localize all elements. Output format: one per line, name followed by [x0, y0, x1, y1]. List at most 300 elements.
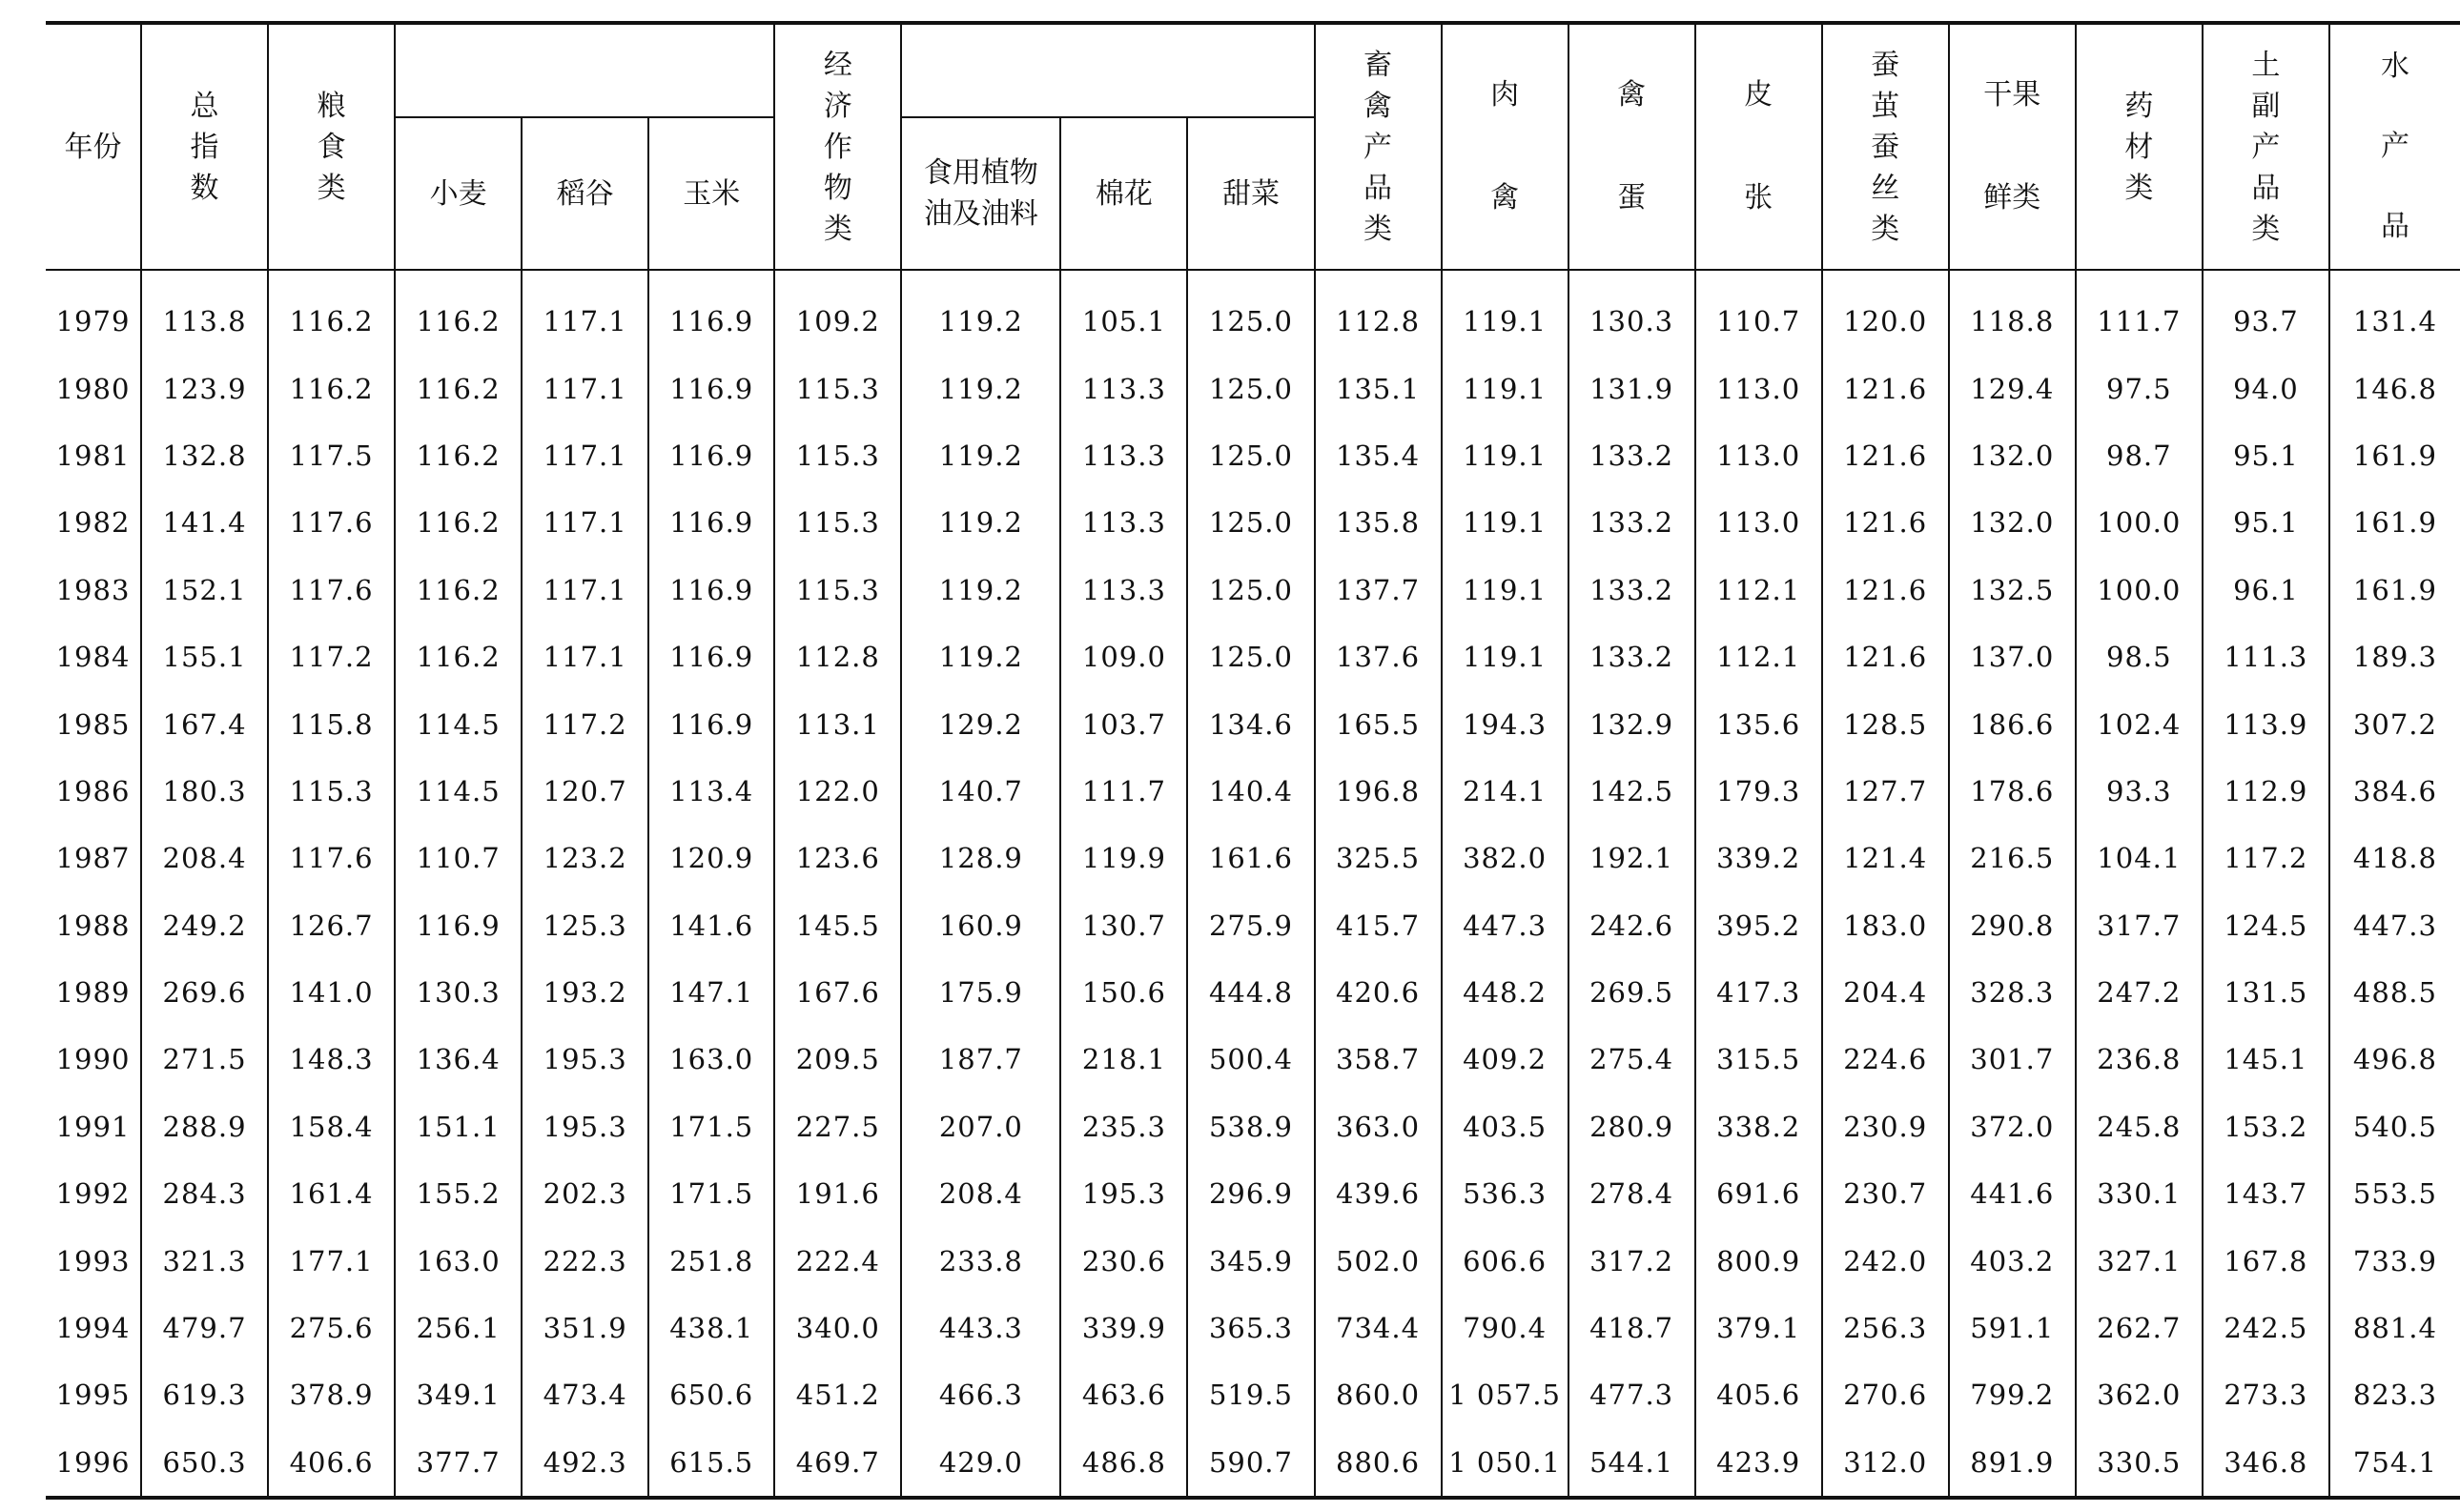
cell-corn: 615.5 [648, 1429, 774, 1498]
cell-fruits: 591.1 [1949, 1295, 2076, 1361]
header-edible-oil [901, 117, 1060, 270]
cell-sugar-beet: 125.0 [1187, 557, 1314, 623]
cell-year: 1980 [46, 355, 141, 421]
cell-meat: 536.3 [1442, 1160, 1568, 1227]
cell-livestock: 502.0 [1315, 1227, 1442, 1294]
header-total-index-label: 总指数 [190, 89, 219, 205]
cell-grain: 148.3 [268, 1026, 395, 1093]
cell-local-products: 124.5 [2203, 892, 2329, 959]
cell-livestock: 420.6 [1315, 959, 1442, 1026]
cell-local-products: 117.2 [2203, 825, 2329, 891]
cell-grain: 117.2 [268, 623, 395, 690]
cell-rice: 351.9 [522, 1295, 648, 1361]
cell-rice: 117.1 [522, 422, 648, 489]
cell-cotton: 235.3 [1060, 1093, 1187, 1160]
cell-economic-crops: 209.5 [774, 1026, 901, 1093]
cell-sugar-beet: 275.9 [1187, 892, 1314, 959]
table-row [46, 1227, 2460, 1294]
table-row [46, 489, 2460, 556]
cell-wheat: 155.2 [395, 1160, 522, 1227]
cell-aquatic: 161.9 [2329, 489, 2460, 556]
header-silk-label: 蚕茧蚕丝类 [1871, 48, 1900, 246]
table-row [46, 1093, 2460, 1160]
cell-grain: 117.5 [268, 422, 395, 489]
cell-livestock: 135.4 [1315, 422, 1442, 489]
cell-fruits: 403.2 [1949, 1227, 2076, 1294]
header-livestock-label: 畜禽产品类 [1363, 48, 1393, 246]
table-row [46, 1361, 2460, 1428]
header-aquatic-label: 水产品 [2380, 50, 2409, 243]
cell-silk: 121.6 [1822, 355, 1949, 421]
table-row [46, 557, 2460, 623]
cell-economic-crops: 191.6 [774, 1160, 901, 1227]
cell-rice: 117.1 [522, 489, 648, 556]
table-row [46, 1429, 2460, 1498]
cell-medicine: 330.5 [2076, 1429, 2203, 1498]
cell-total-index: 180.3 [141, 758, 268, 825]
cell-economic-crops: 112.8 [774, 623, 901, 690]
cell-eggs: 280.9 [1568, 1093, 1695, 1160]
cell-rice: 123.2 [522, 825, 648, 891]
cell-economic-crops: 122.0 [774, 758, 901, 825]
cell-year: 1992 [46, 1160, 141, 1227]
cell-aquatic: 161.9 [2329, 557, 2460, 623]
cell-livestock: 439.6 [1315, 1160, 1442, 1227]
header-year [46, 23, 141, 270]
cell-medicine: 330.1 [2076, 1160, 2203, 1227]
header-fruits [1949, 23, 2076, 270]
cell-wheat: 116.2 [395, 489, 522, 556]
cell-sugar-beet: 125.0 [1187, 489, 1314, 556]
cell-grain: 406.6 [268, 1429, 395, 1498]
cell-sugar-beet: 134.6 [1187, 690, 1314, 757]
header-medicine [2076, 23, 2203, 270]
cell-total-index: 167.4 [141, 690, 268, 757]
cell-grain: 141.0 [268, 959, 395, 1026]
cell-livestock: 196.8 [1315, 758, 1442, 825]
table-row [46, 758, 2460, 825]
header-medicine-label: 药材类 [2124, 89, 2154, 205]
cell-meat: 119.1 [1442, 489, 1568, 556]
cell-livestock: 165.5 [1315, 690, 1442, 757]
header-grain-group-spacer [395, 23, 774, 117]
cell-hides: 423.9 [1695, 1429, 1822, 1498]
cell-eggs: 132.9 [1568, 690, 1695, 757]
cell-corn: 116.9 [648, 690, 774, 757]
cell-medicine: 327.1 [2076, 1227, 2203, 1294]
cell-sugar-beet: 365.3 [1187, 1295, 1314, 1361]
cell-fruits: 132.5 [1949, 557, 2076, 623]
cell-year: 1994 [46, 1295, 141, 1361]
cell-cotton: 113.3 [1060, 355, 1187, 421]
header-economic-group-spacer [901, 23, 1314, 117]
cell-fruits: 301.7 [1949, 1026, 2076, 1093]
cell-edible-oil: 466.3 [901, 1361, 1060, 1428]
table-row [46, 270, 2460, 355]
cell-grain: 117.6 [268, 825, 395, 891]
cell-aquatic: 754.1 [2329, 1429, 2460, 1498]
cell-silk: 204.4 [1822, 959, 1949, 1026]
cell-hides: 135.6 [1695, 690, 1822, 757]
cell-eggs: 544.1 [1568, 1429, 1695, 1498]
cell-edible-oil: 119.2 [901, 489, 1060, 556]
cell-rice: 117.1 [522, 623, 648, 690]
cell-silk: 121.6 [1822, 422, 1949, 489]
header-total-index [141, 23, 268, 270]
cell-local-products: 153.2 [2203, 1093, 2329, 1160]
cell-total-index: 113.8 [141, 270, 268, 355]
header-wheat [395, 117, 522, 270]
cell-livestock: 363.0 [1315, 1093, 1442, 1160]
cell-edible-oil: 119.2 [901, 623, 1060, 690]
cell-eggs: 278.4 [1568, 1160, 1695, 1227]
cell-aquatic: 496.8 [2329, 1026, 2460, 1093]
cell-year: 1985 [46, 690, 141, 757]
cell-aquatic: 447.3 [2329, 892, 2460, 959]
cell-sugar-beet: 500.4 [1187, 1026, 1314, 1093]
cell-local-products: 95.1 [2203, 422, 2329, 489]
cell-year: 1989 [46, 959, 141, 1026]
table-row [46, 825, 2460, 891]
cell-local-products: 167.8 [2203, 1227, 2329, 1294]
cell-edible-oil: 208.4 [901, 1160, 1060, 1227]
header-row-top [46, 23, 2460, 117]
cell-fruits: 132.0 [1949, 422, 2076, 489]
cell-eggs: 133.2 [1568, 489, 1695, 556]
cell-livestock: 880.6 [1315, 1429, 1442, 1498]
cell-meat: 448.2 [1442, 959, 1568, 1026]
cell-local-products: 131.5 [2203, 959, 2329, 1026]
cell-rice: 202.3 [522, 1160, 648, 1227]
cell-fruits: 216.5 [1949, 825, 2076, 891]
cell-rice: 473.4 [522, 1361, 648, 1428]
cell-year: 1988 [46, 892, 141, 959]
cell-year: 1984 [46, 623, 141, 690]
header-hides-label: 皮张 [1744, 78, 1773, 215]
cell-eggs: 133.2 [1568, 623, 1695, 690]
cell-grain: 378.9 [268, 1361, 395, 1428]
cell-total-index: 479.7 [141, 1295, 268, 1361]
header-sugar-beet-label: 甜菜 [1221, 176, 1280, 211]
cell-edible-oil: 129.2 [901, 690, 1060, 757]
cell-local-products: 96.1 [2203, 557, 2329, 623]
cell-local-products: 346.8 [2203, 1429, 2329, 1498]
header-corn [648, 117, 774, 270]
cell-rice: 125.3 [522, 892, 648, 959]
cell-medicine: 100.0 [2076, 557, 2203, 623]
cell-local-products: 143.7 [2203, 1160, 2329, 1227]
cell-grain: 126.7 [268, 892, 395, 959]
cell-aquatic: 553.5 [2329, 1160, 2460, 1227]
cell-year: 1996 [46, 1429, 141, 1498]
cell-cotton: 463.6 [1060, 1361, 1187, 1428]
cell-year: 1981 [46, 422, 141, 489]
cell-sugar-beet: 125.0 [1187, 270, 1314, 355]
cell-edible-oil: 119.2 [901, 355, 1060, 421]
cell-sugar-beet: 161.6 [1187, 825, 1314, 891]
cell-silk: 121.4 [1822, 825, 1949, 891]
cell-edible-oil: 119.2 [901, 422, 1060, 489]
cell-edible-oil: 175.9 [901, 959, 1060, 1026]
cell-eggs: 133.2 [1568, 557, 1695, 623]
cell-medicine: 98.7 [2076, 422, 2203, 489]
cell-wheat: 163.0 [395, 1227, 522, 1294]
cell-aquatic: 488.5 [2329, 959, 2460, 1026]
cell-medicine: 93.3 [2076, 758, 2203, 825]
cell-wheat: 116.2 [395, 557, 522, 623]
cell-wheat: 116.2 [395, 623, 522, 690]
cell-corn: 116.9 [648, 270, 774, 355]
cell-aquatic: 823.3 [2329, 1361, 2460, 1428]
cell-fruits: 372.0 [1949, 1093, 2076, 1160]
cell-rice: 195.3 [522, 1093, 648, 1160]
header-corn-label: 玉米 [683, 176, 741, 211]
cell-cotton: 109.0 [1060, 623, 1187, 690]
cell-hides: 112.1 [1695, 623, 1822, 690]
cell-medicine: 98.5 [2076, 623, 2203, 690]
cell-silk: 120.0 [1822, 270, 1949, 355]
cell-cotton: 113.3 [1060, 557, 1187, 623]
cell-fruits: 129.4 [1949, 355, 2076, 421]
cell-sugar-beet: 125.0 [1187, 355, 1314, 421]
cell-wheat: 116.2 [395, 422, 522, 489]
cell-hides: 338.2 [1695, 1093, 1822, 1160]
cell-meat: 1 050.1 [1442, 1429, 1568, 1498]
cell-hides: 395.2 [1695, 892, 1822, 959]
cell-rice: 117.1 [522, 355, 648, 421]
cell-economic-crops: 109.2 [774, 270, 901, 355]
table-row [46, 1295, 2460, 1361]
cell-edible-oil: 119.2 [901, 557, 1060, 623]
cell-corn: 163.0 [648, 1026, 774, 1093]
price-index-table [46, 21, 2460, 1500]
cell-hides: 113.0 [1695, 489, 1822, 556]
header-meat [1442, 23, 1568, 270]
cell-corn: 171.5 [648, 1093, 774, 1160]
cell-edible-oil: 128.9 [901, 825, 1060, 891]
cell-local-products: 112.9 [2203, 758, 2329, 825]
cell-edible-oil: 187.7 [901, 1026, 1060, 1093]
cell-economic-crops: 145.5 [774, 892, 901, 959]
cell-fruits: 178.6 [1949, 758, 2076, 825]
cell-cotton: 486.8 [1060, 1429, 1187, 1498]
cell-livestock: 135.8 [1315, 489, 1442, 556]
cell-corn: 120.9 [648, 825, 774, 891]
cell-livestock: 137.7 [1315, 557, 1442, 623]
cell-local-products: 94.0 [2203, 355, 2329, 421]
cell-local-products: 111.3 [2203, 623, 2329, 690]
cell-livestock: 112.8 [1315, 270, 1442, 355]
cell-total-index: 249.2 [141, 892, 268, 959]
cell-medicine: 236.8 [2076, 1026, 2203, 1093]
cell-silk: 230.9 [1822, 1093, 1949, 1160]
cell-livestock: 358.7 [1315, 1026, 1442, 1093]
cell-meat: 119.1 [1442, 422, 1568, 489]
cell-economic-crops: 227.5 [774, 1093, 901, 1160]
cell-eggs: 192.1 [1568, 825, 1695, 891]
cell-fruits: 132.0 [1949, 489, 2076, 556]
cell-sugar-beet: 296.9 [1187, 1160, 1314, 1227]
cell-cotton: 195.3 [1060, 1160, 1187, 1227]
cell-meat: 119.1 [1442, 623, 1568, 690]
cell-cotton: 218.1 [1060, 1026, 1187, 1093]
cell-sugar-beet: 444.8 [1187, 959, 1314, 1026]
cell-aquatic: 384.6 [2329, 758, 2460, 825]
cell-wheat: 136.4 [395, 1026, 522, 1093]
cell-local-products: 242.5 [2203, 1295, 2329, 1361]
cell-wheat: 116.9 [395, 892, 522, 959]
cell-year: 1982 [46, 489, 141, 556]
cell-livestock: 137.6 [1315, 623, 1442, 690]
cell-medicine: 102.4 [2076, 690, 2203, 757]
cell-corn: 116.9 [648, 623, 774, 690]
cell-silk: 230.7 [1822, 1160, 1949, 1227]
cell-medicine: 100.0 [2076, 489, 2203, 556]
cell-wheat: 256.1 [395, 1295, 522, 1361]
cell-meat: 382.0 [1442, 825, 1568, 891]
cell-corn: 113.4 [648, 758, 774, 825]
cell-total-index: 321.3 [141, 1227, 268, 1294]
cell-wheat: 116.2 [395, 270, 522, 355]
cell-local-products: 145.1 [2203, 1026, 2329, 1093]
cell-silk: 121.6 [1822, 623, 1949, 690]
cell-grain: 117.6 [268, 557, 395, 623]
cell-cotton: 339.9 [1060, 1295, 1187, 1361]
cell-year: 1991 [46, 1093, 141, 1160]
cell-sugar-beet: 538.9 [1187, 1093, 1314, 1160]
cell-total-index: 269.6 [141, 959, 268, 1026]
table-row [46, 959, 2460, 1026]
cell-eggs: 142.5 [1568, 758, 1695, 825]
cell-meat: 409.2 [1442, 1026, 1568, 1093]
cell-meat: 447.3 [1442, 892, 1568, 959]
cell-rice: 117.1 [522, 557, 648, 623]
header-cotton-label: 棉花 [1095, 176, 1153, 211]
cell-meat: 119.1 [1442, 355, 1568, 421]
cell-economic-crops: 115.3 [774, 422, 901, 489]
cell-total-index: 288.9 [141, 1093, 268, 1160]
cell-corn: 147.1 [648, 959, 774, 1026]
cell-edible-oil: 207.0 [901, 1093, 1060, 1160]
cell-eggs: 317.2 [1568, 1227, 1695, 1294]
cell-total-index: 619.3 [141, 1361, 268, 1428]
header-aquatic [2329, 23, 2460, 270]
cell-medicine: 362.0 [2076, 1361, 2203, 1428]
cell-year: 1987 [46, 825, 141, 891]
cell-grain: 158.4 [268, 1093, 395, 1160]
cell-local-products: 93.7 [2203, 270, 2329, 355]
cell-sugar-beet: 519.5 [1187, 1361, 1314, 1428]
table-row [46, 1160, 2460, 1227]
cell-cotton: 130.7 [1060, 892, 1187, 959]
cell-meat: 119.1 [1442, 557, 1568, 623]
cell-year: 1993 [46, 1227, 141, 1294]
cell-fruits: 441.6 [1949, 1160, 2076, 1227]
cell-cotton: 113.3 [1060, 422, 1187, 489]
cell-livestock: 734.4 [1315, 1295, 1442, 1361]
cell-eggs: 133.2 [1568, 422, 1695, 489]
cell-meat: 606.6 [1442, 1227, 1568, 1294]
cell-eggs: 130.3 [1568, 270, 1695, 355]
cell-corn: 171.5 [648, 1160, 774, 1227]
cell-rice: 120.7 [522, 758, 648, 825]
cell-wheat: 377.7 [395, 1429, 522, 1498]
cell-year: 1990 [46, 1026, 141, 1093]
table-row [46, 355, 2460, 421]
cell-rice: 193.2 [522, 959, 648, 1026]
price-index-table-container [46, 21, 2460, 1500]
cell-hides: 800.9 [1695, 1227, 1822, 1294]
cell-medicine: 317.7 [2076, 892, 2203, 959]
cell-medicine: 247.2 [2076, 959, 2203, 1026]
cell-corn: 116.9 [648, 422, 774, 489]
cell-fruits: 799.2 [1949, 1361, 2076, 1428]
cell-total-index: 284.3 [141, 1160, 268, 1227]
cell-economic-crops: 115.3 [774, 489, 901, 556]
header-wheat-label: 小麦 [429, 176, 487, 211]
cell-corn: 116.9 [648, 355, 774, 421]
cell-aquatic: 881.4 [2329, 1295, 2460, 1361]
cell-fruits: 137.0 [1949, 623, 2076, 690]
header-economic-crops [774, 23, 901, 270]
cell-livestock: 860.0 [1315, 1361, 1442, 1428]
cell-local-products: 95.1 [2203, 489, 2329, 556]
cell-hides: 110.7 [1695, 270, 1822, 355]
cell-aquatic: 131.4 [2329, 270, 2460, 355]
cell-eggs: 269.5 [1568, 959, 1695, 1026]
header-eggs-label: 禽蛋 [1617, 78, 1647, 215]
cell-wheat: 151.1 [395, 1093, 522, 1160]
cell-year: 1979 [46, 270, 141, 355]
table-row [46, 422, 2460, 489]
cell-eggs: 418.7 [1568, 1295, 1695, 1361]
cell-fruits: 328.3 [1949, 959, 2076, 1026]
cell-silk: 121.6 [1822, 489, 1949, 556]
cell-cotton: 113.3 [1060, 489, 1187, 556]
cell-economic-crops: 123.6 [774, 825, 901, 891]
header-rice [522, 117, 648, 270]
table-body [46, 270, 2460, 1498]
cell-hides: 417.3 [1695, 959, 1822, 1026]
cell-aquatic: 540.5 [2329, 1093, 2460, 1160]
cell-local-products: 113.9 [2203, 690, 2329, 757]
header-economic-crops-label: 经济作物类 [823, 48, 852, 246]
table-row [46, 892, 2460, 959]
cell-hides: 379.1 [1695, 1295, 1822, 1361]
cell-grain: 115.8 [268, 690, 395, 757]
cell-total-index: 141.4 [141, 489, 268, 556]
cell-economic-crops: 113.1 [774, 690, 901, 757]
cell-wheat: 116.2 [395, 355, 522, 421]
cell-year: 1986 [46, 758, 141, 825]
cell-sugar-beet: 590.7 [1187, 1429, 1314, 1498]
header-rice-label: 稻谷 [556, 176, 614, 211]
cell-wheat: 114.5 [395, 690, 522, 757]
cell-meat: 194.3 [1442, 690, 1568, 757]
table-header [46, 23, 2460, 270]
cell-aquatic: 161.9 [2329, 422, 2460, 489]
cell-total-index: 152.1 [141, 557, 268, 623]
cell-total-index: 271.5 [141, 1026, 268, 1093]
cell-silk: 121.6 [1822, 557, 1949, 623]
table-row [46, 623, 2460, 690]
cell-meat: 790.4 [1442, 1295, 1568, 1361]
cell-meat: 1 057.5 [1442, 1361, 1568, 1428]
cell-eggs: 275.4 [1568, 1026, 1695, 1093]
cell-corn: 141.6 [648, 892, 774, 959]
cell-edible-oil: 160.9 [901, 892, 1060, 959]
cell-corn: 438.1 [648, 1295, 774, 1361]
